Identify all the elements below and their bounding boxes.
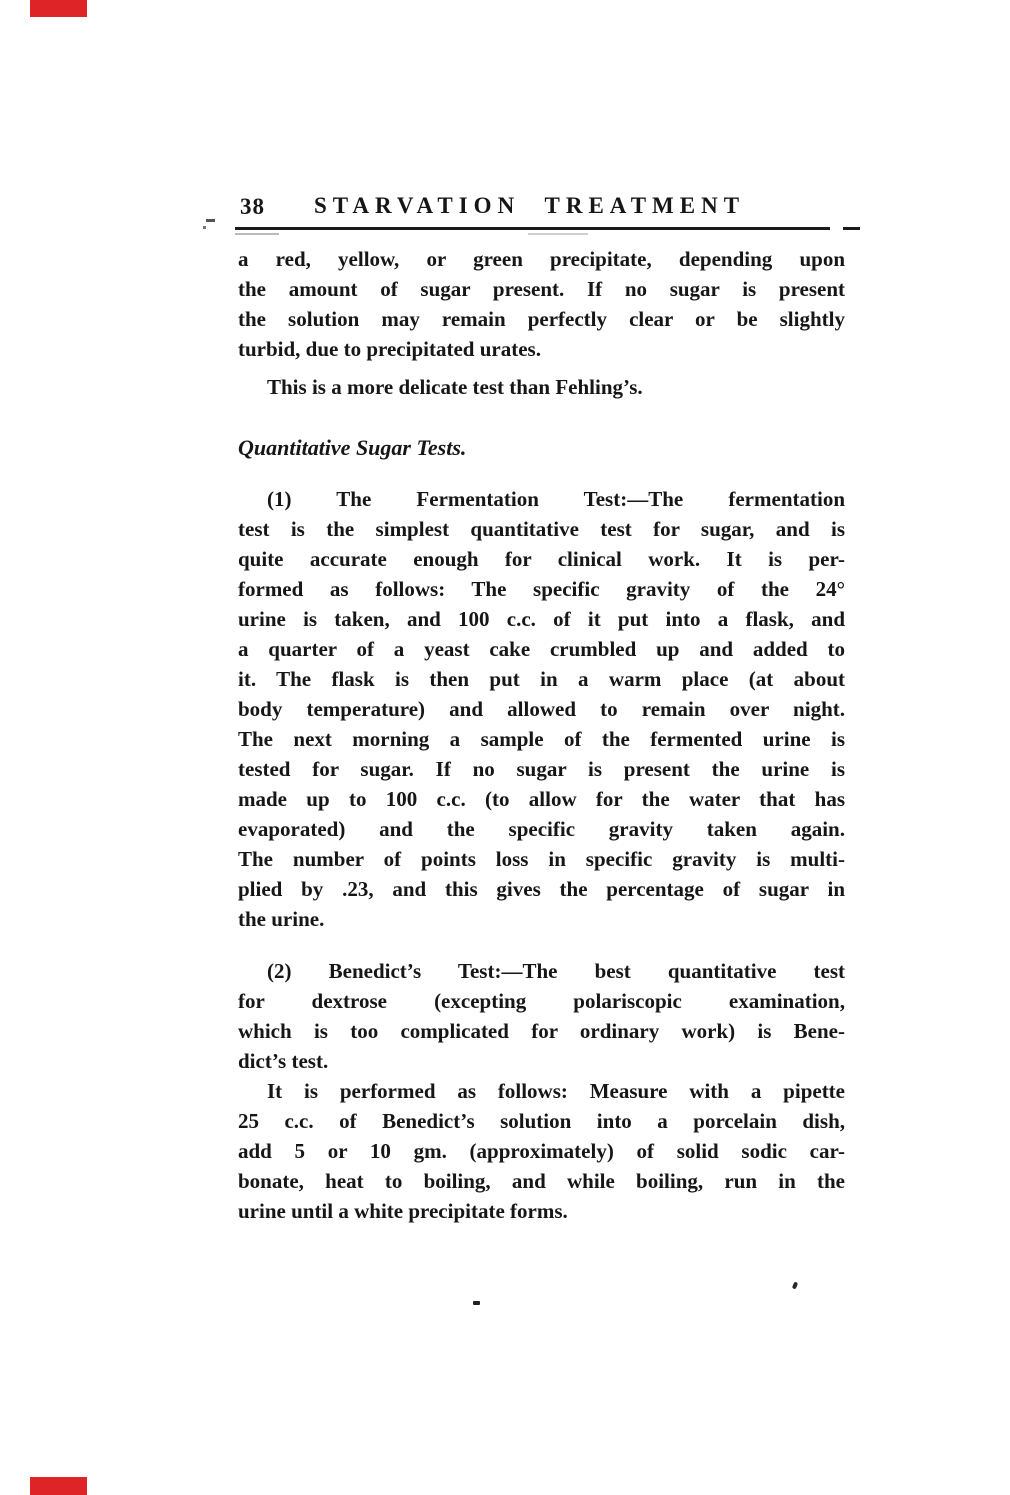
paragraph	[238, 484, 845, 934]
paragraph	[238, 372, 845, 402]
paragraph	[238, 956, 845, 1076]
text-line: add 5 or 10 gm. (approximately) of solid sodic car-	[238, 1139, 845, 1163]
page-number: 38	[240, 194, 265, 219]
text-line: a quarter of a yeast cake crumbled up and added to	[238, 637, 845, 661]
running-title: STARVATION TREATMENT	[314, 193, 746, 218]
paragraph	[238, 244, 845, 364]
scan-artifact-red-bottom	[30, 1477, 87, 1495]
text-line: urine is taken, and 100 c.c. of it put into a flask, and	[238, 607, 845, 631]
text-line: the urine.	[238, 907, 325, 931]
header-rule	[235, 227, 830, 230]
text-line: a red, yellow, or green precipitate, depending upon	[238, 247, 845, 271]
text-line: the amount of sugar present. If no sugar is present	[238, 277, 845, 301]
text-line: body temperature) and allowed to remain over night.	[238, 697, 845, 721]
text-line: urine until a white precipitate forms.	[238, 1199, 568, 1223]
paragraph	[238, 1076, 845, 1226]
text-line: dict’s test.	[238, 1049, 329, 1073]
text-line: formed as follows: The specific gravity of the 24°	[238, 577, 845, 601]
text-line: bonate, heat to boiling, and while boiling, run in the	[238, 1169, 845, 1193]
text-line: for dextrose (excepting polariscopic examination,	[238, 989, 845, 1013]
text-line: made up to 100 c.c. (to allow for the water that has	[238, 787, 845, 811]
text-line: plied by .23, and this gives the percentage of sugar in	[238, 877, 845, 901]
text-line: Quantitative Sugar Tests.	[238, 435, 467, 460]
text-line: It is performed as follows: Measure with a pipette	[267, 1079, 845, 1103]
text-line: test is the simplest quantitative test for sugar, and is	[238, 517, 845, 541]
text-line: The number of points loss in specific gravity is multi-	[238, 847, 845, 871]
text-column-paragraphs	[238, 244, 845, 1226]
text-column	[238, 192, 845, 1226]
header-rule-dash	[843, 227, 860, 230]
text-line: The next morning a sample of the fermented urine is	[238, 727, 845, 751]
text-line: This is a more delicate test than Fehling’s.	[267, 375, 643, 399]
running-header	[238, 192, 845, 229]
scan-speck	[206, 219, 215, 222]
text-line: (2) Benedict’s Test:—The best quantitative test	[267, 959, 845, 983]
scan-speck	[792, 1282, 798, 1290]
header-rule-fragment	[235, 233, 279, 235]
text-line: which is too complicated for ordinary work) is Bene-	[238, 1019, 845, 1043]
text-line: evaporated) and the specific gravity taken again.	[238, 817, 845, 841]
text-line: (1) The Fermentation Test:—The fermentation	[267, 487, 845, 511]
text-line: it. The flask is then put in a warm place (at about	[238, 667, 845, 691]
header-rule-fragment	[528, 233, 588, 235]
scan-speck	[473, 1301, 480, 1305]
scan-artifact-red-top	[30, 0, 87, 17]
text-line: 25 c.c. of Benedict’s solution into a porcelain dish,	[238, 1109, 845, 1133]
text-line: tested for sugar. If no sugar is present the urine is	[238, 757, 845, 781]
text-line: the solution may remain perfectly clear or be slightly	[238, 307, 845, 331]
scan-speck	[203, 226, 206, 229]
section-heading	[238, 433, 845, 463]
text-line: turbid, due to precipitated urates.	[238, 337, 541, 361]
text-line: quite accurate enough for clinical work. It is per-	[238, 547, 845, 571]
